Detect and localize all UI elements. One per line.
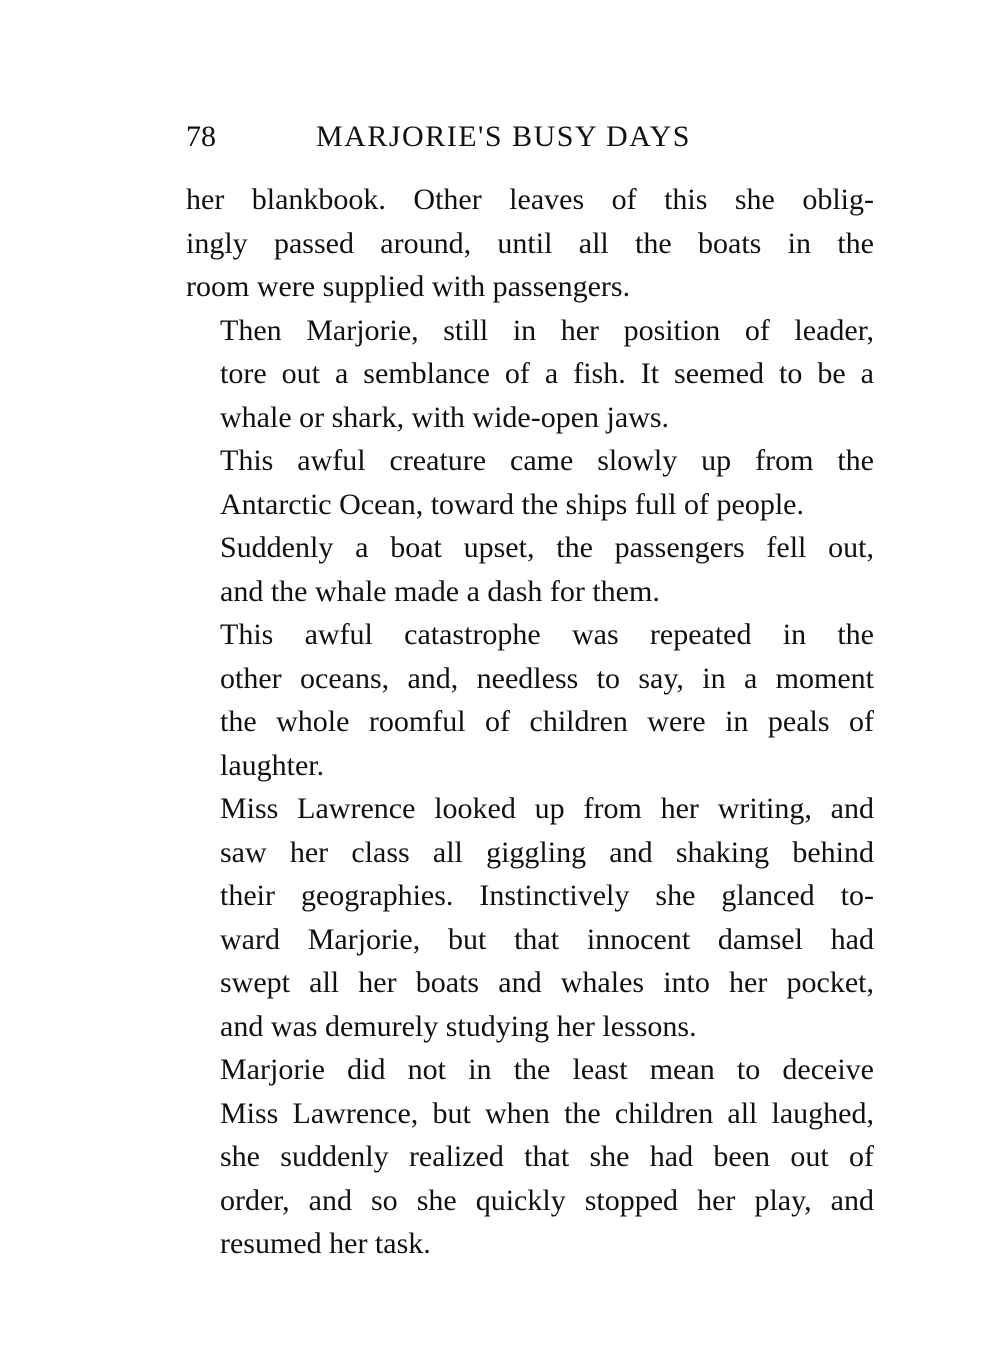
text-line: ward Marjorie, but that innocent damsel had [220, 922, 874, 956]
paragraph [186, 439, 874, 526]
paragraph [186, 309, 874, 440]
text-line: their geographies. Instinctively she glanced to- [220, 879, 874, 912]
text-line: Miss Lawrence, but when the children all laughed, [220, 1096, 874, 1130]
paragraph [186, 526, 874, 613]
paragraph [186, 178, 874, 309]
text-line: room were supplied with passengers. [186, 270, 631, 303]
text-line: Marjorie did not in the least mean to deceive [220, 1053, 874, 1086]
text-line: the whole roomful of children were in peals of [220, 705, 874, 738]
text-line: Then Marjorie, still in her position of leader, [220, 313, 874, 347]
paragraph [186, 613, 874, 787]
text-line: tore out a semblance of a fish. It seemed to be a [220, 357, 874, 390]
page-number: 78 [186, 120, 216, 153]
text-line: her blankbook. Other leaves of this she oblig- [186, 183, 874, 216]
text-line: Antarctic Ocean, toward the ships full of people. [220, 487, 804, 521]
paragraph [186, 1048, 874, 1266]
text-line: Miss Lawrence looked up from her writing, and [220, 792, 874, 825]
text-line: and the whale made a dash for them. [220, 574, 660, 608]
text-line: ingly passed around, until all the boats in the [186, 226, 874, 260]
text-line: other oceans, and, needless to say, in a moment [220, 661, 874, 695]
text-line: whale or shark, with wide-open jaws. [220, 400, 670, 434]
book-title: MARJORIE'S BUSY DAYS [316, 120, 691, 153]
text-line: order, and so she quickly stopped her play, and [220, 1183, 874, 1217]
text-line: saw her class all giggling and shaking behind [220, 835, 874, 869]
text-line: she suddenly realized that she had been out of [220, 1140, 874, 1173]
text-line: This awful creature came slowly up from the [220, 444, 874, 477]
body-text [186, 178, 874, 1266]
text-line: laughter. [220, 748, 325, 782]
text-line: This awful catastrophe was repeated in the [220, 618, 874, 651]
paragraph [186, 787, 874, 1048]
text-line: swept all her boats and whales into her pocket, [220, 966, 874, 999]
text-line: resumed her task. [220, 1227, 431, 1260]
text-line: and was demurely studying her lessons. [220, 1009, 697, 1043]
text-line: Suddenly a boat upset, the passengers fell out, [220, 531, 874, 564]
running-head [186, 115, 746, 159]
